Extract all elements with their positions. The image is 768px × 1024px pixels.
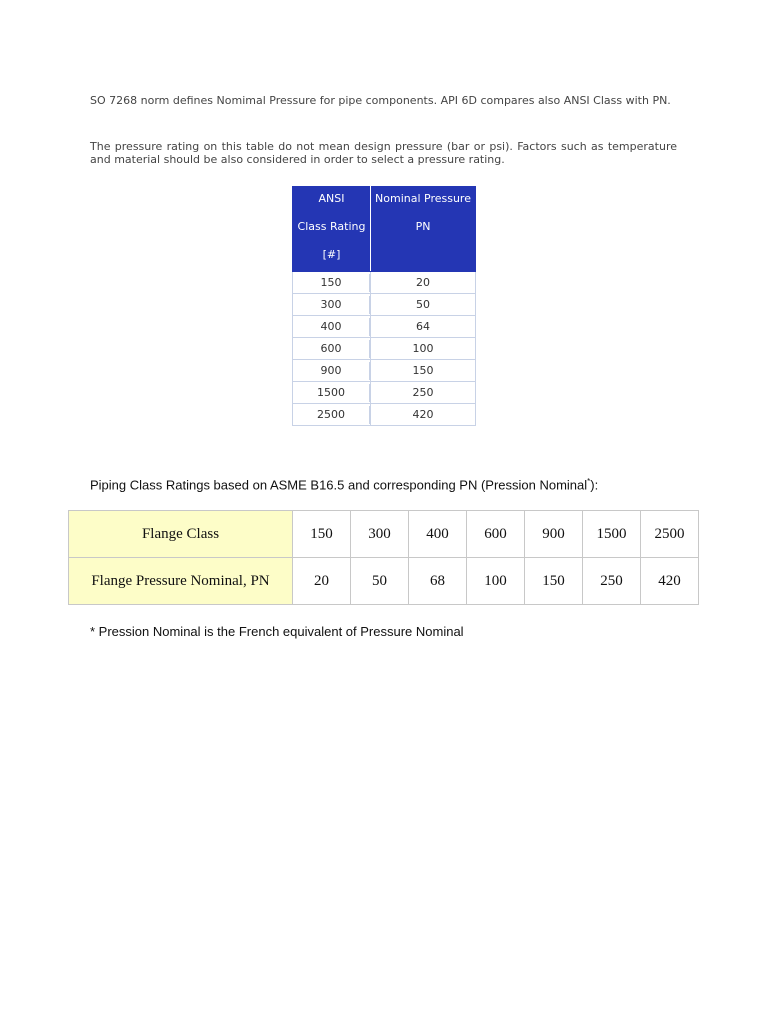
nominal-pressure-header — [371, 187, 476, 272]
header-line: PN — [415, 220, 431, 233]
flange-pn-value: 68 — [409, 558, 467, 605]
footnote: * Pression Nominal is the French equivalent of Pressure Nominal — [90, 624, 464, 639]
header-line: ANSI — [318, 192, 345, 205]
flange-class-row — [69, 511, 699, 558]
header-line: [#] — [322, 248, 341, 261]
table-row — [293, 272, 476, 294]
ansi-class-cell: 300 — [293, 294, 371, 316]
pn-cell: 420 — [371, 404, 476, 426]
piping-caption — [90, 477, 598, 492]
flange-class-value: 900 — [525, 511, 583, 558]
flange-class-value: 400 — [409, 511, 467, 558]
table-row — [293, 404, 476, 426]
header-line: Class Rating — [297, 220, 366, 233]
footnote-marker: * — [587, 477, 591, 486]
intro-paragraph-1: SO 7268 norm defines Nomimal Pressure for pipe components. API 6D compares also ANSI Class with PN. — [90, 94, 671, 107]
table-row — [293, 316, 476, 338]
flange-class-value: 300 — [351, 511, 409, 558]
intro-paragraph-2: The pressure rating on this table do not mean design pressure (bar or psi). Factors such as temperature and material should be also considered in order to select a pressure rating. — [90, 140, 677, 166]
table-row — [293, 382, 476, 404]
header-line: Nominal Pressure — [375, 192, 471, 205]
flange-pn-value: 20 — [293, 558, 351, 605]
pn-cell: 150 — [371, 360, 476, 382]
ansi-class-cell: 150 — [293, 272, 371, 294]
pn-cell: 250 — [371, 382, 476, 404]
flange-pn-value: 100 — [467, 558, 525, 605]
piping-caption-text: Piping Class Ratings based on ASME B16.5 and corresponding PN (Pression Nominal — [90, 477, 588, 493]
flange-pn-label: Flange Pressure Nominal, PN — [69, 558, 293, 605]
ansi-class-cell: 2500 — [293, 404, 371, 426]
table-row — [293, 294, 476, 316]
flange-pn-row — [69, 558, 699, 605]
flange-class-label: Flange Class — [69, 511, 293, 558]
pn-cell: 64 — [371, 316, 476, 338]
ansi-table-header-row — [293, 187, 476, 272]
pn-cell: 20 — [371, 272, 476, 294]
flange-class-table — [68, 510, 699, 605]
table-row — [293, 360, 476, 382]
flange-pn-value: 420 — [641, 558, 699, 605]
pn-cell: 50 — [371, 294, 476, 316]
flange-pn-value: 150 — [525, 558, 583, 605]
ansi-pn-table — [292, 186, 476, 426]
pn-cell: 100 — [371, 338, 476, 360]
flange-class-value: 150 — [293, 511, 351, 558]
flange-class-value: 600 — [467, 511, 525, 558]
ansi-class-cell: 400 — [293, 316, 371, 338]
ansi-class-cell: 600 — [293, 338, 371, 360]
ansi-class-cell: 1500 — [293, 382, 371, 404]
table-row — [293, 338, 476, 360]
flange-class-value: 1500 — [583, 511, 641, 558]
piping-caption-end: ): — [590, 477, 599, 493]
flange-pn-value: 250 — [583, 558, 641, 605]
ansi-class-header — [293, 187, 371, 272]
flange-pn-value: 50 — [351, 558, 409, 605]
flange-class-value: 2500 — [641, 511, 699, 558]
ansi-class-cell: 900 — [293, 360, 371, 382]
